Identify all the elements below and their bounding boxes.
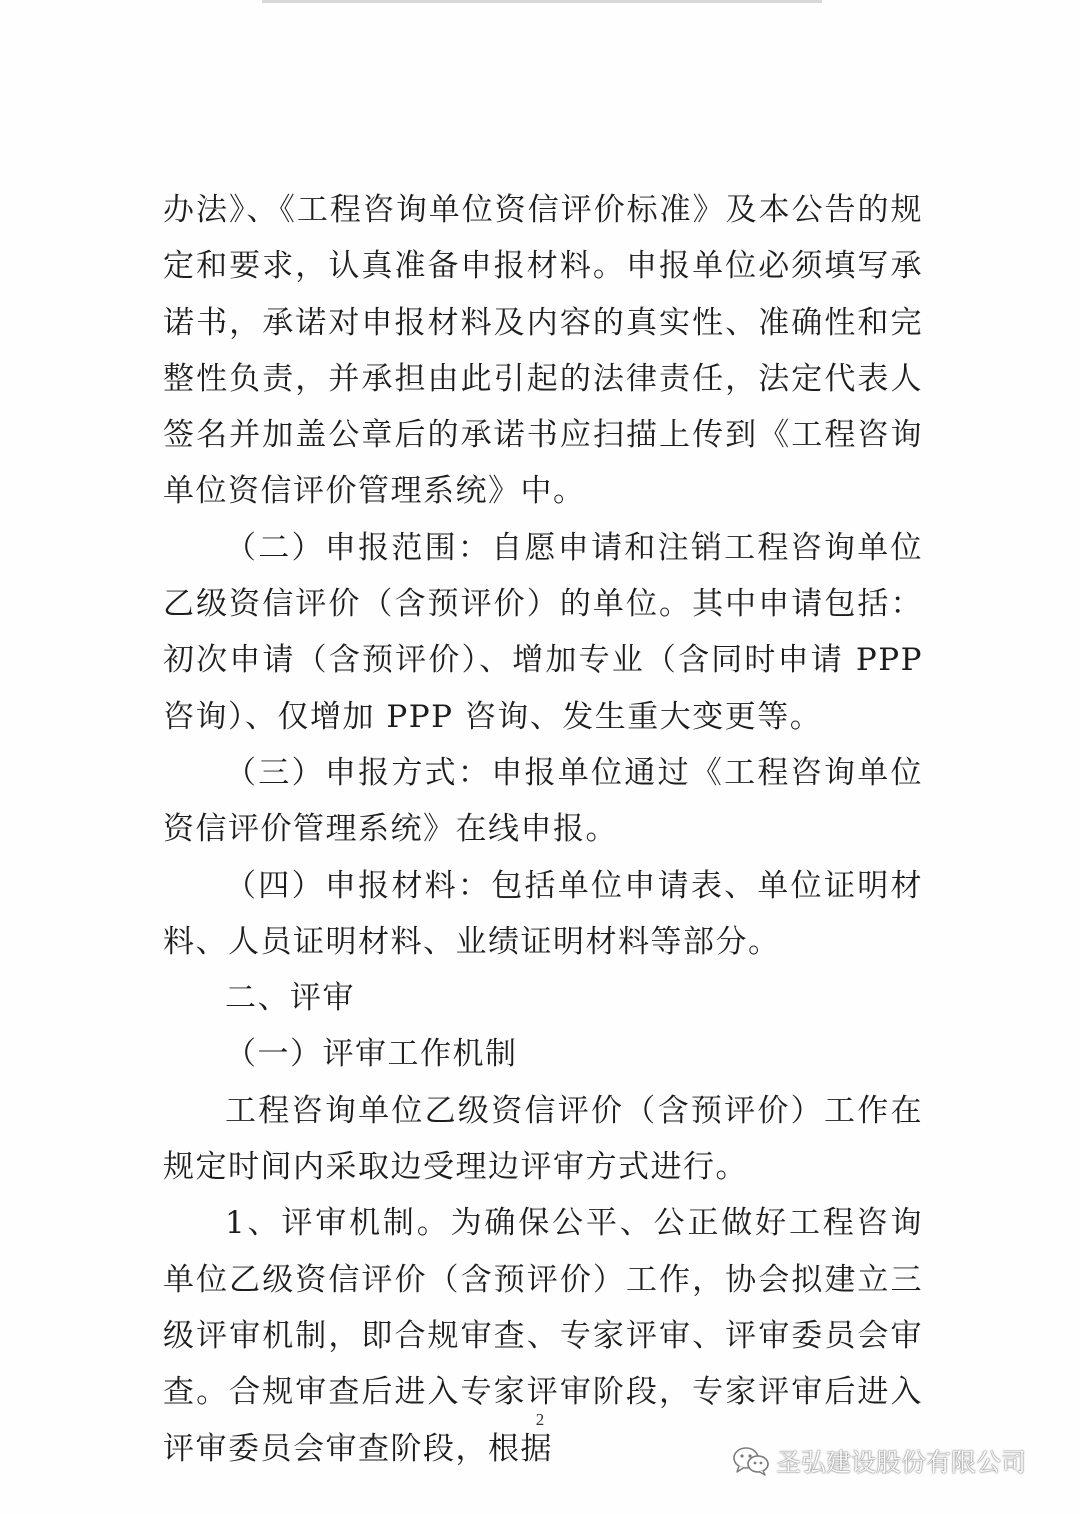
paragraph-1: 办法》、《工程咨询单位资信评价标准》及本公告的规定和要求，认真准备申报材料。申报单位必须填写承诺书，承诺对申报材料及内容的真实性、准确性和完整性负责，并承担由此引起的法律责任，法定代表人签名并加盖公章后的承诺书应扫描上传到《工程咨询单位资信评价管理系统》中。 — [163, 192, 923, 510]
watermark-text: 圣弘建设股份有限公司 — [776, 1448, 1027, 1477]
wechat-watermark — [732, 1446, 1026, 1476]
paragraph-7: 工程咨询单位乙级资信评价（含预评价）工作在规定时间内采取边受理边评审方式进行。 — [163, 1092, 923, 1186]
wechat-icon — [732, 1446, 770, 1476]
top-edge-line — [262, 0, 822, 3]
document-body — [163, 182, 923, 1477]
subsection-heading: （一）评审工作机制 — [225, 1036, 518, 1073]
page-number: 2 — [535, 1410, 545, 1429]
paragraph-2: （二）申报范围：自愿申请和注销工程咨询单位乙级资信评价（含预评价）的单位。其中申请包括：初次申请（含预评价）、增加专业（含同时申请 PPP 咨询）、仅增加 PPP 咨询、发生重大变更等。 — [163, 529, 923, 735]
paragraph-3: （三）申报方式：申报单位通过《工程咨询单位资信评价管理系统》在线申报。 — [163, 754, 923, 848]
paragraph-4: （四）申报材料：包括单位申请表、单位证明材料、人员证明材料、业绩证明材料等部分。 — [163, 867, 923, 960]
section-heading: 二、评审 — [225, 980, 355, 1017]
paragraph-8: 1、评审机制。为确保公平、公正做好工程咨询单位乙级资信评价（含预评价）工作，协会拟建立三级评审机制，即合规审查、专家评审、评审委员会审查。合规审查后进入专家评审阶段，专家评审后进入评审委员会审查阶段，根据 — [163, 1205, 923, 1467]
